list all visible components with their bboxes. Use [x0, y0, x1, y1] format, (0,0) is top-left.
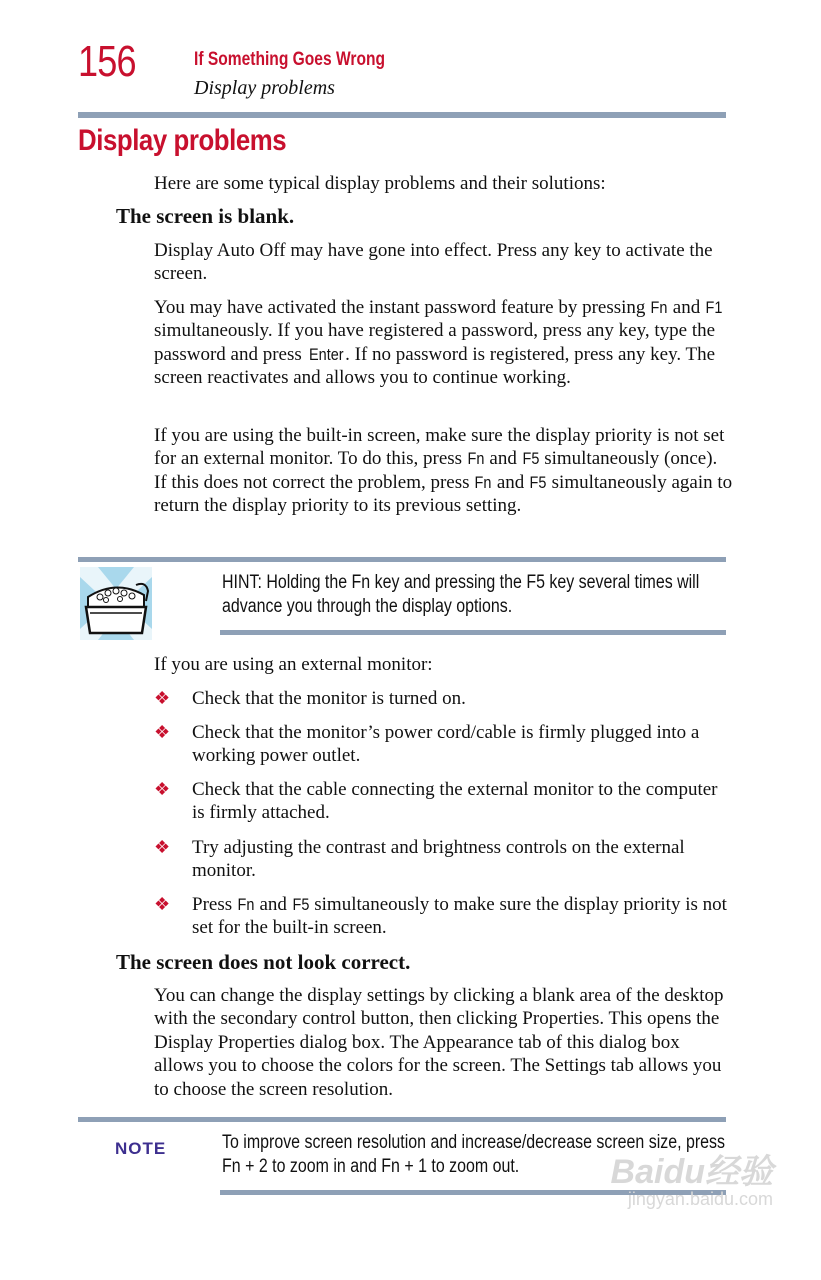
key-f5: F5	[522, 449, 539, 469]
key-fn: Fn	[474, 472, 492, 492]
hint-top-rule	[78, 557, 726, 562]
bullet-item: Press Fn and F5 simultaneously to make sure the display priority is not set for the built-in screen.	[192, 894, 727, 939]
treasure-chest-icon	[80, 567, 152, 640]
bullet-icon: ❖	[154, 779, 171, 799]
key-enter: Enter	[308, 344, 344, 364]
bullet-item: Check that the monitor is turned on.	[192, 688, 466, 709]
key-f5: F5	[292, 895, 310, 914]
note-label: NOTE	[115, 1139, 167, 1158]
bullet-item: Try adjusting the contrast and brightness controls on the external monitor.	[192, 837, 685, 882]
page-number: 156	[78, 37, 136, 86]
watermark	[611, 1155, 773, 1211]
key-fn: Fn	[381, 1156, 400, 1177]
bullet-item: Check that the monitor’s power cord/cable is firmly plugged into a working power outlet.	[192, 722, 700, 767]
note-text: To improve screen resolution and increase/decrease screen size, press Fn + 2 to zoom in and Fn + 1 to zoom out.	[222, 1132, 725, 1177]
bullet-icon: ❖	[154, 894, 171, 914]
key-fn: Fn	[237, 895, 255, 914]
external-monitor-intro: If you are using an external monitor:	[154, 654, 433, 675]
subheading-blank-screen: The screen is blank.	[116, 204, 295, 228]
chapter-title: If Something Goes Wrong	[194, 49, 386, 70]
key-f1: F1	[705, 298, 723, 317]
paragraph-auto-off: Display Auto Off may have gone into effect. Press any key to activate the screen.	[154, 240, 713, 285]
bullet-item: Check that the cable connecting the external monitor to the computer is firmly attached.	[192, 779, 718, 824]
paragraph-display-settings: You can change the display settings by clicking a blank area of the desktop with the secondary control button, then clicking Properties. This opens the Display Properties dialog box. The Appearance tab of this dialog box allows you to choose the colors for the screen. The Settings tab allows you to choose the screen resolution.	[154, 985, 724, 1100]
bullet-icon: ❖	[154, 688, 171, 708]
note-top-rule	[78, 1117, 726, 1122]
key-fn: Fn	[650, 298, 668, 317]
hint-bottom-rule	[220, 630, 726, 635]
key-f5: F5	[529, 472, 547, 492]
key-fn: Fn	[467, 449, 485, 469]
section-title: Display problems	[194, 77, 335, 99]
bullet-icon: ❖	[154, 722, 171, 742]
key-f5: F5	[526, 572, 545, 593]
watermark-url: jingyan.baidu.com	[627, 1189, 773, 1209]
hint-text: HINT: Holding the Fn key and pressing the F5 key several times will advance you through the display options.	[222, 572, 700, 617]
intro-paragraph: Here are some typical display problems and their solutions:	[154, 173, 606, 194]
subheading-incorrect-screen: The screen does not look correct.	[116, 950, 411, 974]
bullet-icon: ❖	[154, 837, 171, 857]
page-heading: Display problems	[78, 124, 287, 157]
paragraph-instant-password: You may have activated the instant password feature by pressing Fn and F1 simultaneously. If you have registered a password, press any key, type the password and press Enter . If no password is registered, press any key. The screen reactivates and allows you to continue working.	[154, 297, 723, 389]
key-fn: Fn	[351, 572, 371, 593]
header-rule	[78, 112, 726, 118]
key-fn: Fn	[222, 1156, 241, 1177]
watermark-logo: Baidu经验	[610, 1153, 773, 1191]
paragraph-display-priority: If you are using the built-in screen, make sure the display priority is not set for an external monitor. To do this, press Fn and F5 simultaneously (once). If this does not correct the problem, press Fn and F5 simultaneously again to return the display priority to its previous setting.	[154, 425, 733, 517]
